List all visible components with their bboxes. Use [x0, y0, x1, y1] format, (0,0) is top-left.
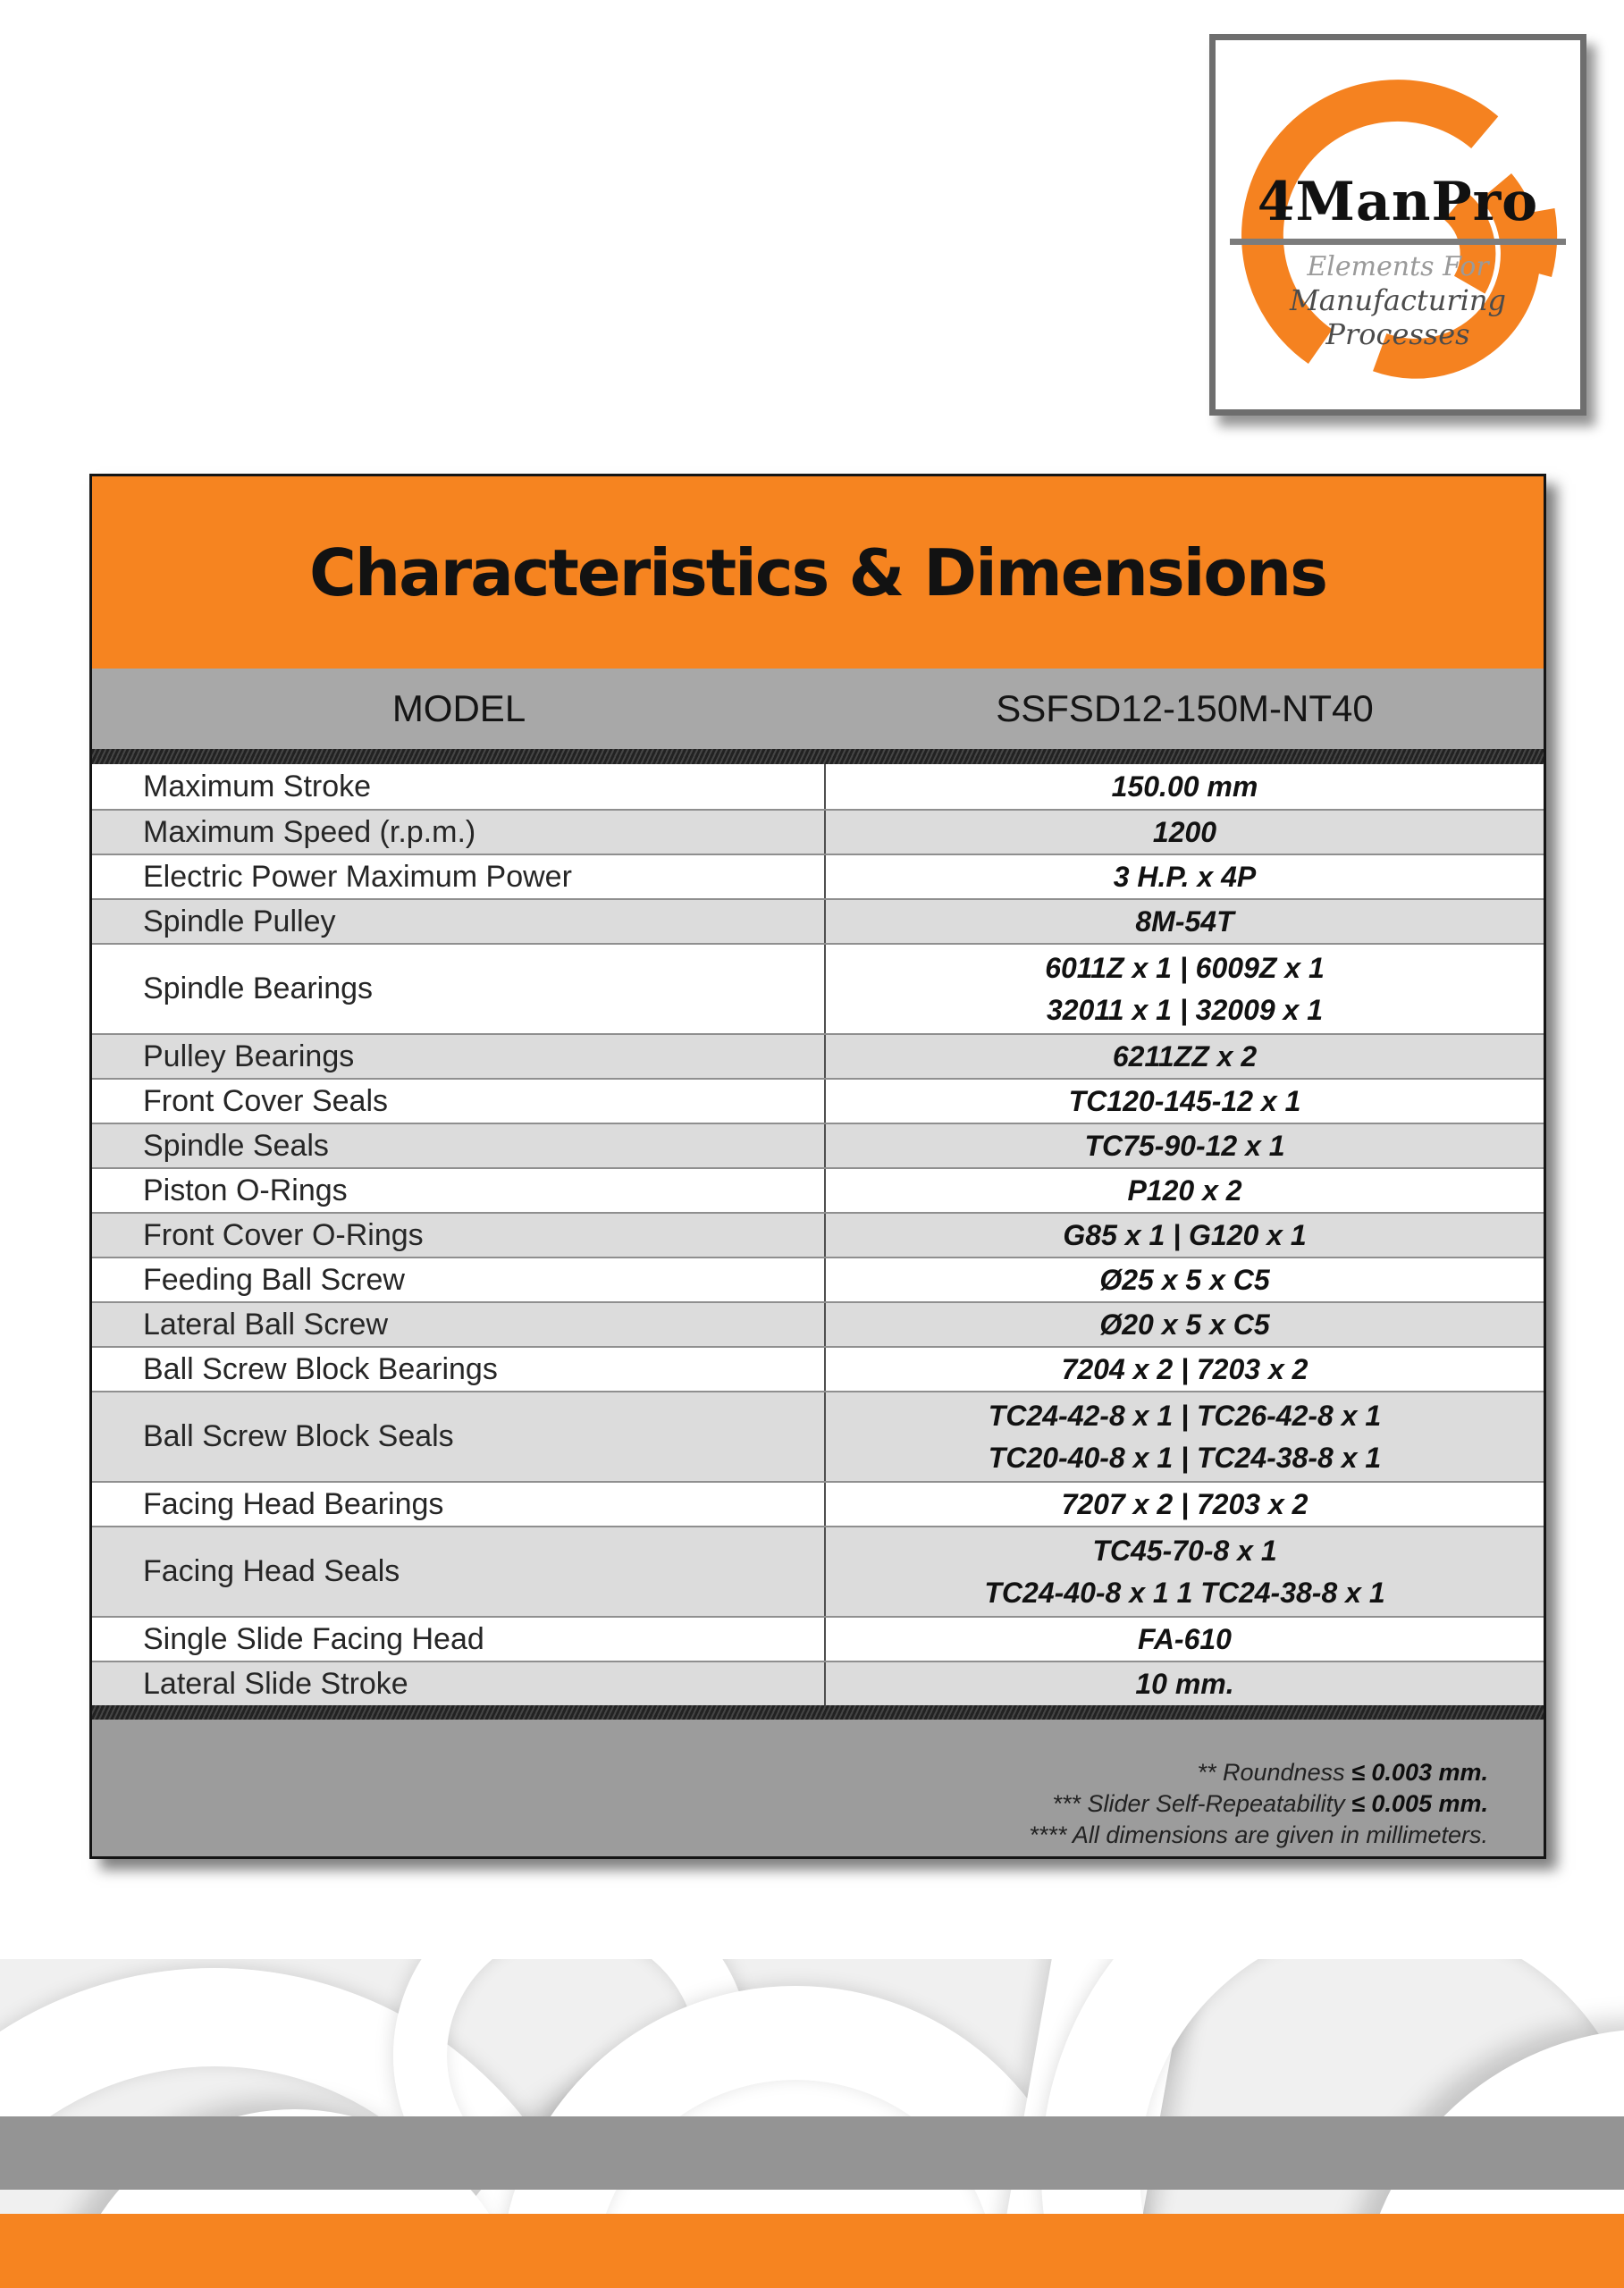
brand-name: 4ManPro	[1257, 171, 1539, 233]
spec-label: Front Cover Seals	[92, 1080, 826, 1123]
spec-label: Facing Head Seals	[92, 1527, 826, 1616]
spec-value: TC45-70-8 x 1 TC24-40-8 x 1 1 TC24-38-8 x 1	[984, 1534, 1385, 1609]
spec-value: Ø25 x 5 x C5	[1099, 1263, 1270, 1296]
model-label: MODEL	[391, 687, 526, 729]
table-row	[92, 764, 1544, 809]
table-row	[92, 1257, 1544, 1301]
spec-value: G85 x 1 | G120 x 1	[1063, 1218, 1307, 1251]
spec-label: Pulley Bearings	[92, 1035, 826, 1078]
spec-value: 7204 x 2 | 7203 x 2	[1061, 1352, 1308, 1385]
table-row	[92, 1301, 1544, 1346]
spec-label: Spindle Seals	[92, 1124, 826, 1167]
spec-value: FA-610	[1138, 1622, 1232, 1655]
logo-tagline-1: Elements For	[1307, 251, 1489, 282]
spec-label: Single Slide Facing Head	[92, 1618, 826, 1661]
spec-value: 7207 x 2 | 7203 x 2	[1061, 1487, 1308, 1520]
bottom-decoration	[0, 1959, 1624, 2288]
footnotes-band	[92, 1720, 1544, 1856]
spec-value: 150.00 mm	[1111, 770, 1258, 803]
table-row	[92, 1391, 1544, 1481]
logo-tagline-2: Manufacturing Processes	[1290, 283, 1506, 351]
spec-label: Feeding Ball Screw	[92, 1258, 826, 1301]
model-value: SSFSD12-150M-NT40	[996, 687, 1374, 729]
spec-value: 6011Z x 1 | 6009Z x 1 32011 x 1 | 32009 x 1	[1045, 951, 1325, 1026]
spec-label: Spindle Pulley	[92, 900, 826, 943]
table-row	[92, 898, 1544, 943]
spec-label: Lateral Slide Stroke	[92, 1662, 826, 1705]
spec-label: Electric Power Maximum Power	[92, 855, 826, 898]
page-title: Characteristics & Dimensions	[309, 534, 1326, 610]
table-row	[92, 854, 1544, 898]
spec-label: Maximum Speed (r.p.m.)	[92, 811, 826, 854]
spec-label: Spindle Bearings	[92, 945, 826, 1033]
table-row	[92, 809, 1544, 854]
model-header-row	[92, 669, 1544, 749]
bottom-gray-bar	[0, 2116, 1624, 2190]
spec-value: Ø20 x 5 x C5	[1099, 1308, 1270, 1341]
table-title-band	[92, 476, 1544, 669]
table-row	[92, 943, 1544, 1033]
spec-label: Ball Screw Block Seals	[92, 1392, 826, 1481]
table-row	[92, 1123, 1544, 1167]
logo-divider	[1230, 239, 1565, 245]
table-row	[92, 1661, 1544, 1705]
footnote: *** Slider Self-Repeatability ≤ 0.005 mm.	[1052, 1790, 1488, 1817]
logo-inner	[1216, 40, 1580, 409]
spec-label: Ball Screw Block Bearings	[92, 1348, 826, 1391]
spec-value: P120 x 2	[1127, 1173, 1242, 1207]
table-row	[92, 1078, 1544, 1123]
company-logo-box	[1209, 34, 1586, 416]
spec-label: Maximum Stroke	[92, 764, 826, 809]
footnote: **** All dimensions are given in millimeters.	[1029, 1821, 1488, 1848]
bottom-orange-bar	[0, 2214, 1624, 2288]
spec-label: Piston O-Rings	[92, 1169, 826, 1212]
spec-label: Lateral Ball Screw	[92, 1303, 826, 1346]
table-row	[92, 1481, 1544, 1526]
table-row	[92, 1212, 1544, 1257]
spec-rows	[92, 764, 1544, 1705]
spec-value: TC75-90-12 x 1	[1084, 1129, 1285, 1162]
table-row	[92, 1167, 1544, 1212]
spec-value: 6211ZZ x 2	[1112, 1039, 1258, 1072]
spec-label: Facing Head Bearings	[92, 1483, 826, 1526]
spec-value: 8M-54T	[1135, 904, 1234, 938]
spec-value: TC120-145-12 x 1	[1068, 1084, 1301, 1117]
spec-label: Front Cover O-Rings	[92, 1214, 826, 1257]
footnote: ** Roundness ≤ 0.003 mm.	[1197, 1759, 1488, 1786]
spec-value: 1200	[1152, 815, 1217, 848]
table-row	[92, 1616, 1544, 1661]
table-row	[92, 1526, 1544, 1616]
spec-value: 10 mm.	[1135, 1667, 1234, 1700]
hatched-divider-top	[92, 749, 1544, 764]
table-row	[92, 1346, 1544, 1391]
spec-value: TC24-42-8 x 1 | TC26-42-8 x 1 TC20-40-8 x 1 | TC24-38-8 x 1	[988, 1399, 1382, 1474]
hatched-divider-bottom	[92, 1705, 1544, 1720]
spec-table	[89, 474, 1546, 1859]
spec-value: 3 H.P. x 4P	[1113, 860, 1257, 893]
table-row	[92, 1033, 1544, 1078]
